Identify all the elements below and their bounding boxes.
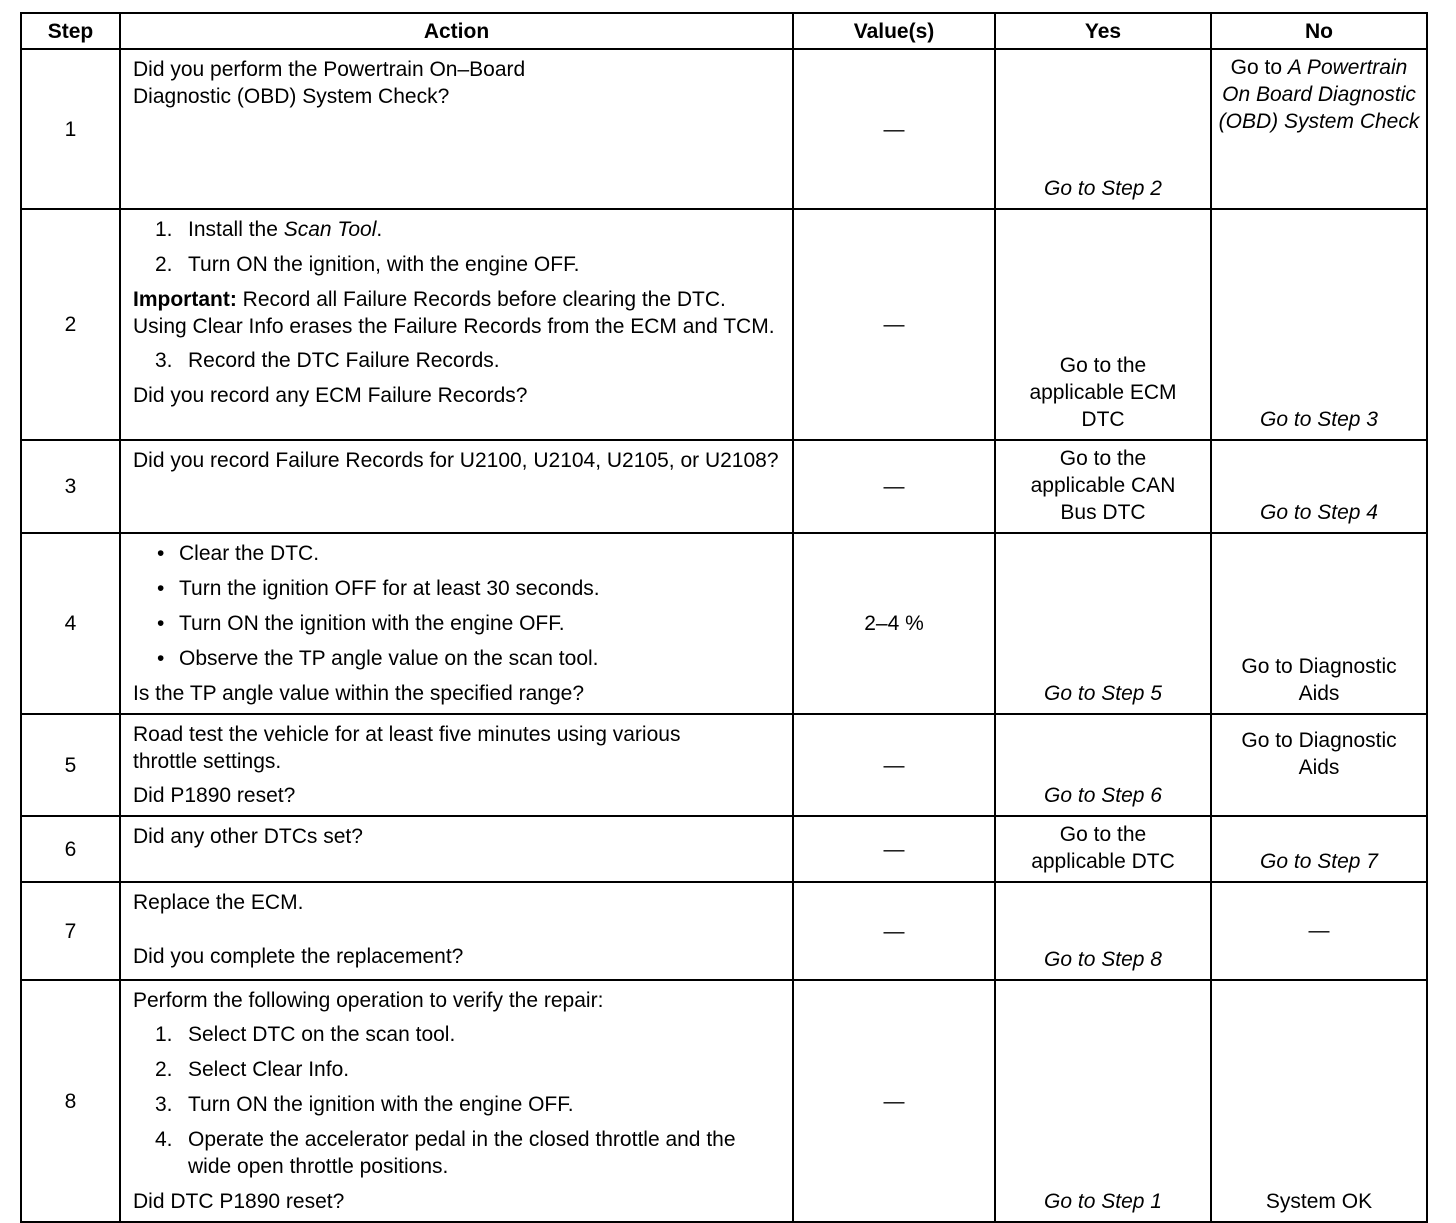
- table-row: [21, 980, 1427, 1222]
- value-cell: —: [793, 440, 995, 533]
- no-prefix: Go to: [1230, 56, 1288, 79]
- list-item: • Turn ON the ignition with the engine OFF.: [155, 610, 782, 637]
- list-item: 3. Turn ON the ignition with the engine OFF.: [155, 1093, 574, 1116]
- step-number: 8: [21, 980, 120, 1222]
- step-number: 7: [21, 882, 120, 980]
- no-cell: [1211, 714, 1427, 816]
- no-cell: [1211, 533, 1427, 714]
- no-cell: [1211, 980, 1427, 1222]
- yes-link[interactable]: Go to Step 2: [1044, 177, 1162, 200]
- table-row: [21, 49, 1427, 209]
- no-link[interactable]: System OK: [1265, 1190, 1373, 1213]
- action-cell: [120, 816, 793, 882]
- no-cell: [1211, 816, 1427, 882]
- action-paragraph: Perform the following operation to verify the repair:: [133, 989, 604, 1012]
- list-item: 3. Record the DTC Failure Records.: [155, 349, 500, 372]
- header-values: Value(s): [793, 13, 995, 49]
- important-note: Important: Record all Failure Records before clearing the DTC. Using Clear Info erases the Failure Records from the ECM and TCM.: [133, 288, 775, 338]
- no-link[interactable]: Go to Diagnostic Aids: [1241, 655, 1397, 705]
- list-item: 2. Select Clear Info.: [155, 1058, 350, 1081]
- value-cell: 2–4 %: [793, 533, 995, 714]
- no-link[interactable]: Go to Step 7: [1260, 850, 1378, 873]
- list-item: • Clear the DTC.: [155, 540, 782, 567]
- table-row: [21, 209, 1427, 440]
- no-link[interactable]: Go to Step 3: [1260, 408, 1378, 431]
- action-question: Did any other DTCs set?: [133, 825, 363, 848]
- yes-cell: [995, 882, 1211, 980]
- step-number: 5: [21, 714, 120, 816]
- action-cell: [120, 209, 793, 440]
- action-steps: [133, 1021, 782, 1180]
- yes-link[interactable]: Go to Step 1: [1044, 1190, 1162, 1213]
- step-number: 3: [21, 440, 120, 533]
- no-link[interactable]: A Powertrain On Board Diagnostic (OBD) System Check: [1218, 56, 1420, 133]
- action-question: Did DTC P1890 reset?: [133, 1190, 345, 1213]
- yes-cell: [995, 49, 1211, 209]
- action-question: Did you complete the replacement?: [133, 945, 464, 968]
- header-no: No: [1211, 13, 1427, 49]
- action-cell: [120, 882, 793, 980]
- action-cell: [120, 980, 793, 1222]
- yes-link[interactable]: Go to Step 6: [1044, 784, 1162, 807]
- action-steps: [133, 216, 782, 278]
- action-question: Did you record Failure Records for U2100, U2104, U2105, or U2108?: [133, 449, 779, 472]
- no-cell: [1211, 49, 1427, 209]
- yes-cell: [995, 533, 1211, 714]
- list-item: 2. Turn ON the ignition, with the engine OFF.: [155, 253, 580, 276]
- list-item: 4. Operate the accelerator pedal in the closed throttle and the wide open throttle positions.: [155, 1128, 736, 1178]
- header-action: Action: [120, 13, 793, 49]
- no-cell: [1211, 440, 1427, 533]
- action-cell: [120, 49, 793, 209]
- list-item: • Observe the TP angle value on the scan tool.: [155, 645, 782, 672]
- step-number: 1: [21, 49, 120, 209]
- yes-cell: [995, 714, 1211, 816]
- table-row: [21, 440, 1427, 533]
- yes-link[interactable]: Go to the applicable CAN Bus DTC: [1030, 447, 1176, 524]
- list-item: 1. Install the Scan Tool.: [155, 218, 383, 241]
- yes-cell: [995, 209, 1211, 440]
- action-question: Did you perform the Powertrain On–Board Diagnostic (OBD) System Check?: [133, 58, 526, 108]
- value-cell: —: [793, 49, 995, 209]
- table-row: [21, 714, 1427, 816]
- yes-cell: [995, 816, 1211, 882]
- yes-link[interactable]: Go to the applicable DTC: [1031, 823, 1175, 873]
- step-number: 6: [21, 816, 120, 882]
- action-cell: [120, 533, 793, 714]
- table-row: [21, 882, 1427, 980]
- yes-link[interactable]: Go to Step 8: [1044, 948, 1162, 971]
- value-cell: —: [793, 209, 995, 440]
- yes-cell: [995, 980, 1211, 1222]
- header-step: Step: [21, 13, 120, 49]
- action-question: Is the TP angle value within the specified range?: [133, 682, 585, 705]
- no-link[interactable]: Go to Step 4: [1260, 501, 1378, 524]
- action-steps: [133, 347, 782, 374]
- list-item: • Turn the ignition OFF for at least 30 seconds.: [155, 575, 782, 602]
- no-link[interactable]: Go to Diagnostic Aids: [1241, 729, 1397, 779]
- action-paragraph: Road test the vehicle for at least five minutes using various throttle settings.: [133, 723, 681, 773]
- yes-cell: [995, 440, 1211, 533]
- action-bullets: [133, 540, 782, 672]
- header-row: [21, 13, 1427, 49]
- table-row: [21, 533, 1427, 714]
- no-cell: —: [1211, 882, 1427, 980]
- action-cell: [120, 714, 793, 816]
- diagnostic-table: [20, 12, 1428, 1223]
- action-question: Did you record any ECM Failure Records?: [133, 384, 528, 407]
- step-number: 4: [21, 533, 120, 714]
- value-cell: —: [793, 816, 995, 882]
- list-item: 1. Select DTC on the scan tool.: [155, 1023, 456, 1046]
- action-question: Did P1890 reset?: [133, 784, 296, 807]
- step-number: 2: [21, 209, 120, 440]
- value-cell: —: [793, 714, 995, 816]
- action-cell: [120, 440, 793, 533]
- header-yes: Yes: [995, 13, 1211, 49]
- table-row: [21, 816, 1427, 882]
- value-cell: —: [793, 882, 995, 980]
- value-cell: —: [793, 980, 995, 1222]
- action-paragraph: Replace the ECM.: [133, 891, 304, 914]
- no-cell: [1211, 209, 1427, 440]
- yes-link[interactable]: Go to Step 5: [1044, 682, 1162, 705]
- yes-link[interactable]: Go to the applicable ECM DTC: [1029, 354, 1177, 431]
